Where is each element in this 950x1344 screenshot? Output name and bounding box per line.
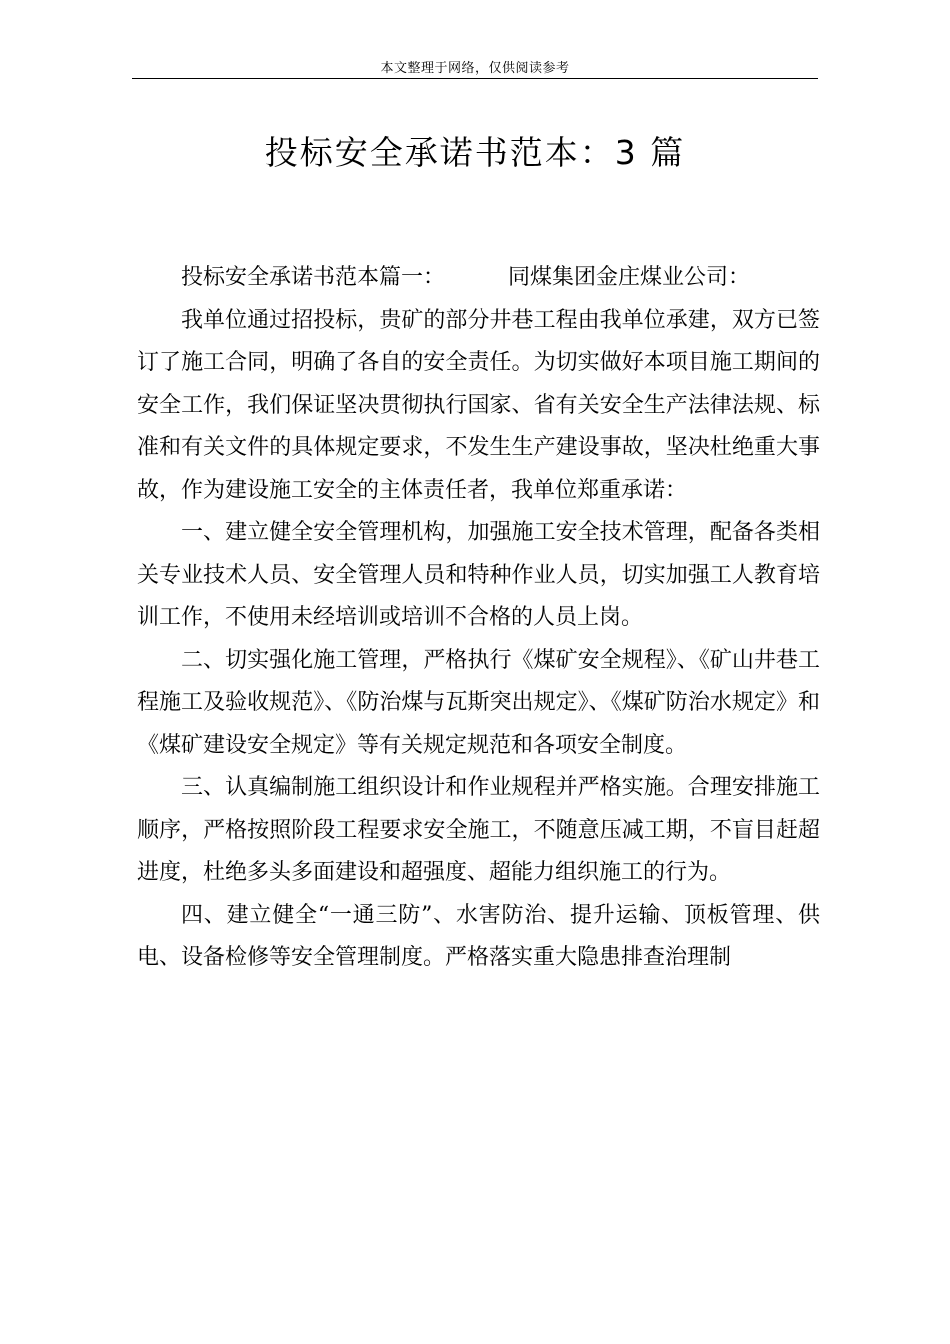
paragraph-item-1: 一、建立健全安全管理机构，加强施工安全技术管理，配备各类相关专业技术人员、安全管理人员和特种作业人员，切实加强工人教育培训工作，不使用未经培训或培训不合格的人员上岗。: [137, 520, 820, 630]
header-note: 本文整理于网络，仅供阅读参考: [380, 61, 570, 76]
document-title: 投标安全承诺书范本：3 篇: [264, 133, 686, 172]
paragraph-item-4: 四、建立健全“一通三防”、水害防治、提升运输、顶板管理、供电、设备检修等安全管理制度。严格落实重大隐患排查治理制: [137, 902, 820, 970]
section-label: 投标安全承诺书范本篇一：: [181, 265, 446, 290]
document-body: [137, 257, 820, 980]
paragraph-intro: 我单位通过招投标，贵矿的部分井巷工程由我单位承建，双方已签订了施工合同，明确了各自的安全责任。为切实做好本项目施工期间的安全工作，我们保证坚决贯彻执行国家、省有关安全生产法律法规、标准和有关文件的具体规定要求，不发生生产建设事故，坚决杜绝重大事故，作为建设施工安全的主体责任者，我单位郑重承诺：: [137, 307, 820, 503]
header-divider: [132, 78, 818, 79]
paragraph-item-3: 三、认真编制施工组织设计和作业规程并严格实施。合理安排施工顺序，严格按照阶段工程要求安全施工，不随意压减工期，不盲目赶超进度，杜绝多头多面建设和超强度、超能力组织施工的行为。: [137, 775, 820, 885]
addressee: 同煤集团金庄煤业公司：: [508, 265, 751, 290]
lead-line: [137, 257, 820, 300]
paragraph-item-2: 二、切实强化施工管理，严格执行《煤矿安全规程》、《矿山井巷工程施工及验收规范》、《防治煤与瓦斯突出规定》、《煤矿防治水规定》和《煤矿建设安全规定》等有关规定规范和各项安全制度。: [137, 647, 820, 758]
